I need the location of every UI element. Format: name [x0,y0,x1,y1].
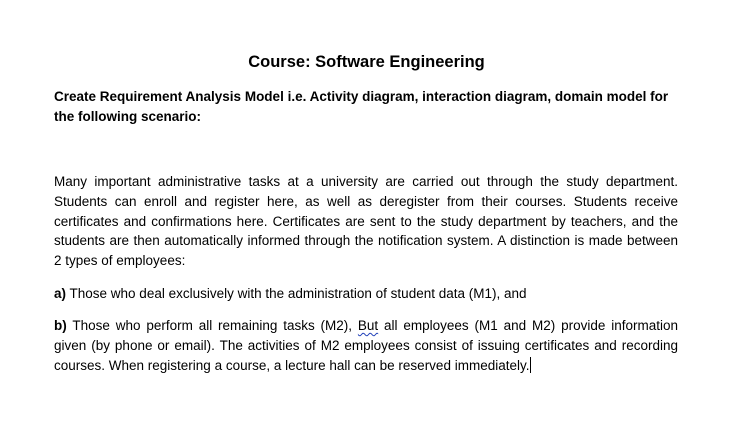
item-a-text: Those who deal exclusively with the administration of student data (M1), and [66,286,527,301]
text-cursor [530,357,531,373]
document-title: Course: Software Engineering [248,53,485,71]
instruction-text: Create Requirement Analysis Model i.e. Activity diagram, interaction diagram, domain model for the following scenario: [54,89,669,124]
item-b-text-before: Those who perform all remaining tasks (M2), [66,318,358,333]
spellcheck-flagged-word[interactable]: But [357,318,379,333]
item-b-text-after: all employees (M1 and M2) provide information given (by phone or email). The activities of M2 employees consist of issuing certificates and recording courses. When registering a course, a lecture hall can be reserved immediately. [54,318,678,373]
item-b-label: b) [54,318,67,333]
employee-type-b [54,316,678,375]
employee-type-a [54,284,678,304]
item-a-label: a) [54,286,67,301]
scenario-paragraph: Many important administrative tasks at a university are carried out through the study department. Students can enroll and register here, as well as deregister from their courses. Students receive certificates and confirmations here. Certificates are sent to the study department by teachers, and the students are then automatically informed through the notification system. A distinction is made between 2 types of employees: [54,174,678,269]
